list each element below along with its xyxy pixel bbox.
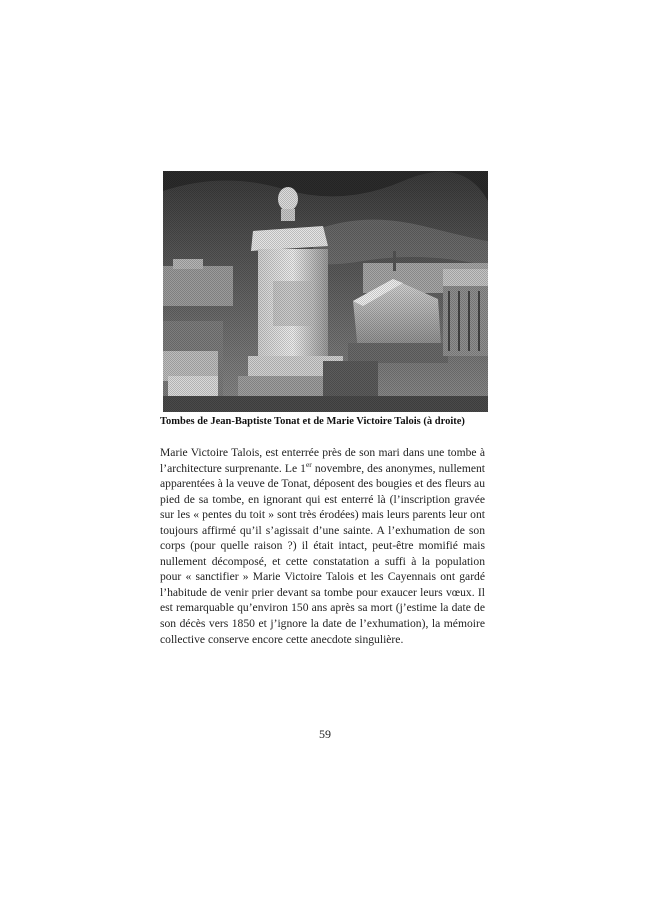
photo-caption: Tombes de Jean-Baptiste Tonat et de Marie Victoire Talois (à droite): [160, 416, 465, 427]
paragraph-text-start: Marie Victoire Talois, est enterrée près de son mari dans une tombe à l’architecture surprenante. Le 1: [160, 446, 485, 475]
cemetery-tombs-photo: [163, 171, 488, 412]
page-number: 59: [319, 727, 331, 741]
body-paragraph: [160, 445, 485, 647]
ordinal-superscript: er: [305, 459, 312, 469]
paragraph-text-end: novembre, des anonymes, nullement apparentées à la veuve de Tonat, déposent des bougies et des fleurs au pied de sa tombe, en ignorant qui est enterré là (l’inscription gravée sur les « pentes du toit » sont très érodées) mais leurs parents leur ont toujours affirmé qu’il s’agissait d’une sainte. A l’exhumation de son corps (pour quelle raison ?) il était intact, peut-être momifié mais nullement décomposé, et cette constatation a suffi à la population pour « sanctifier » Marie Victoire Talois et les Cayennais ont gardé l’habitude de venir prier devant sa tombe pour exaucer leurs vœux. Il est remarquable qu’environ 150 ans après sa mort (j’estime la date de son décès vers 1850 et j’ignore la date de l’exhumation), la mémoire collective conserve encore cette anecdote singulière.: [160, 461, 485, 646]
